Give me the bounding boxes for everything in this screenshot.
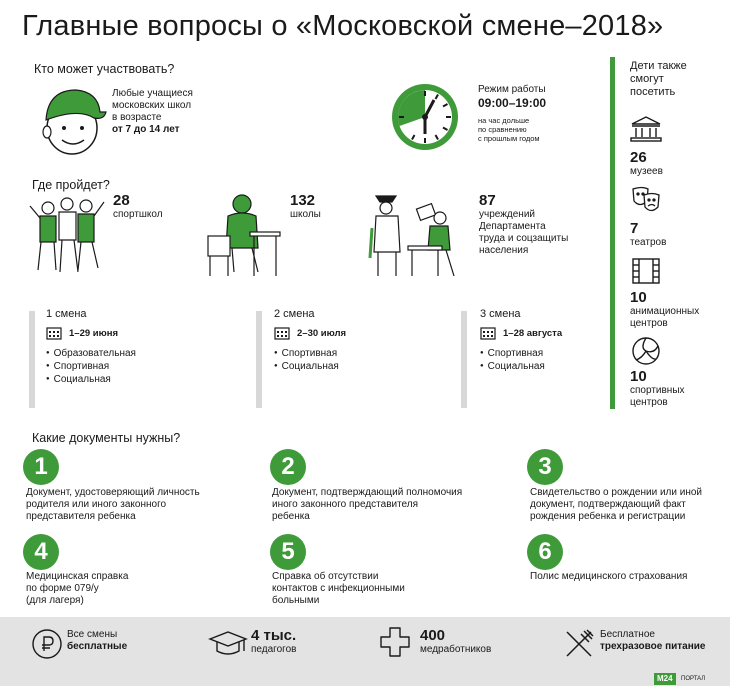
doc-2-number: 2 (270, 449, 306, 485)
doc-2-text (272, 487, 462, 523)
footer-free (67, 629, 127, 653)
shift-3 (480, 308, 562, 373)
schools-label: школы (290, 209, 321, 220)
doc-1-text (26, 487, 200, 523)
shift-1-dates: 1–29 июня (69, 327, 119, 339)
social-workers-icon (368, 188, 464, 280)
who-text-line1: Любые учащиеся (112, 88, 193, 99)
athletes-icon (26, 194, 108, 278)
shift-3-dates-row (480, 326, 562, 340)
doc-6-line1: Полис медицинского страхования (530, 571, 688, 582)
doc-3-line3: рождения ребенка и регистрации (530, 511, 686, 522)
schools-value: 132 (290, 192, 316, 209)
shift-3-bar (461, 311, 467, 408)
doc-6-number: 6 (527, 534, 563, 570)
animation-label-line2: центров (630, 318, 668, 329)
list-item: ● Социальная (274, 360, 346, 373)
doc-1-number: 1 (23, 449, 59, 485)
doc-4-text (26, 571, 128, 607)
also-heading-line2: смогут (630, 73, 664, 85)
doc-3-line1: Свидетельство о рождении или иной (530, 487, 702, 498)
boy-cap-icon (38, 82, 108, 156)
who-text-line3: в возрасте (112, 112, 162, 123)
sport-centers-label-line2: центров (630, 397, 668, 408)
museums-value: 26 (630, 149, 647, 166)
footer-medics-value: 400 (420, 627, 446, 644)
who-text (112, 88, 193, 136)
doc-5-line2: контактов с инфекционными (272, 583, 405, 594)
theatre-masks-icon (630, 186, 726, 214)
doc-2-line1: Документ, подтверждающий полномочия (272, 487, 463, 498)
dept-count (479, 192, 568, 257)
doc-3-number: 3 (527, 449, 563, 485)
doc-4-line2: по форме 079/у (26, 583, 99, 594)
footer-medics-label: медработников (420, 644, 492, 655)
sport-value: 28 (113, 192, 130, 209)
page-title: Главные вопросы о «Московской смене–2018» (22, 10, 664, 42)
list-item: ● Социальная (480, 360, 562, 373)
footer-medics (420, 628, 491, 656)
who-text-line2: московских школ (112, 100, 192, 111)
museums-label: музеев (630, 166, 663, 177)
dept-label-line3: труда и соцзащиты (479, 233, 569, 244)
also-column (630, 60, 726, 409)
list-item: ● Социальная (46, 373, 136, 386)
doc-4-line3: (для лагеря) (26, 595, 84, 606)
doc-3-line2: документ, подтверждающий факт (530, 499, 686, 510)
shift-2-name: 2 смена (274, 308, 315, 320)
calendar-icon (46, 326, 62, 340)
list-item: ● Спортивная (46, 360, 136, 373)
shift-2-dates: 2–30 июля (297, 327, 347, 339)
doc-6-text (530, 571, 687, 583)
footer-teachers (251, 628, 296, 656)
shift-3-dates: 1–28 августа (503, 327, 563, 339)
clock-icon (390, 82, 460, 152)
museum-icon (630, 115, 726, 143)
shift-2-list (274, 347, 346, 373)
docs-heading: Какие документы нужны? (32, 431, 181, 445)
doc-4-line1: Медицинская справка (26, 571, 129, 582)
piggy-bank-icon (30, 627, 64, 661)
schedule-block (478, 84, 546, 143)
doc-1-line2: родителя или иного законного (26, 499, 167, 510)
doc-2-line2: иного законного представителя (272, 499, 419, 510)
who-heading: Кто может участвовать? (34, 62, 175, 76)
medical-cross-icon (378, 625, 412, 659)
animation-value: 10 (630, 289, 647, 306)
shift-2 (274, 308, 346, 373)
calendar-icon (274, 326, 290, 340)
schedule-note-line1: на час дольше (478, 116, 530, 125)
shift-2-dates-row (274, 326, 346, 340)
list-item: ● Спортивная (274, 347, 346, 360)
dept-label-line4: населения (479, 245, 529, 256)
list-item: ● Спортивная (480, 347, 562, 360)
doc-1-line1: Документ, удостоверяющий личность (26, 487, 200, 498)
footer-meals-line2: трехразовое питание (600, 641, 706, 652)
sport-count (113, 192, 163, 221)
footer-free-line2: бесплатные (67, 641, 128, 652)
dept-value: 87 (479, 192, 496, 209)
doc-5-text (272, 571, 405, 607)
graduation-cap-icon (208, 629, 248, 659)
calendar-icon (480, 326, 496, 340)
student-desk-icon (200, 190, 284, 280)
cutlery-icon (562, 627, 596, 661)
footer-meals (600, 629, 705, 653)
footer-free-line1: Все смены (67, 629, 118, 640)
m24-logo-sub: ПОРТАЛ (681, 676, 706, 682)
footer-meals-line1: Бесплатное (600, 629, 655, 640)
film-icon (630, 257, 726, 285)
shift-1-bar (29, 311, 35, 408)
doc-5-line3: больными (272, 595, 320, 606)
shift-1-list (46, 347, 136, 386)
shift-2-bar (256, 311, 262, 408)
also-heading-line1: Дети также (630, 60, 687, 72)
schedule-note-line3: с прошлым годом (478, 134, 540, 143)
footer-teachers-label: педагогов (251, 644, 297, 655)
doc-2-line3: ребенка (272, 511, 310, 522)
schedule-hours: 09:00–19:00 (478, 96, 547, 110)
volleyball-icon (630, 336, 726, 366)
shift-1-name: 1 смена (46, 308, 87, 320)
footer-bar (0, 617, 730, 686)
sport-centers-value: 10 (630, 368, 647, 385)
theatres-value: 7 (630, 220, 639, 237)
shift-1-dates-row (46, 326, 136, 340)
also-accent-bar (610, 57, 615, 409)
doc-4-number: 4 (23, 534, 59, 570)
shift-3-list (480, 347, 562, 373)
who-age: от 7 до 14 лет (112, 124, 180, 135)
where-heading: Где пройдет? (32, 178, 110, 192)
footer-teachers-value: 4 тыс. (251, 627, 297, 644)
sport-label: спортшкол (113, 209, 163, 220)
sport-centers-label-line1: спортивных (630, 385, 685, 396)
dept-label-line2: Департамента (479, 221, 546, 232)
shift-3-name: 3 смена (480, 308, 521, 320)
list-item: ● Образовательная (46, 347, 136, 360)
schedule-label: Режим работы (478, 84, 546, 95)
m24-logo: M24 (654, 673, 676, 685)
also-heading (630, 60, 726, 99)
theatres-label: театров (630, 237, 667, 248)
shift-1 (46, 308, 136, 386)
schools-count (290, 192, 321, 221)
doc-3-text (530, 487, 702, 523)
schedule-note-line2: по сравнению (478, 125, 527, 134)
doc-1-line3: представителя ребенка (26, 511, 136, 522)
doc-5-line1: Справка об отсутствии (272, 571, 379, 582)
also-heading-line3: посетить (630, 86, 676, 98)
doc-5-number: 5 (270, 534, 306, 570)
animation-label-line1: анимационных (630, 306, 700, 317)
dept-label-line1: учреждений (479, 209, 536, 220)
